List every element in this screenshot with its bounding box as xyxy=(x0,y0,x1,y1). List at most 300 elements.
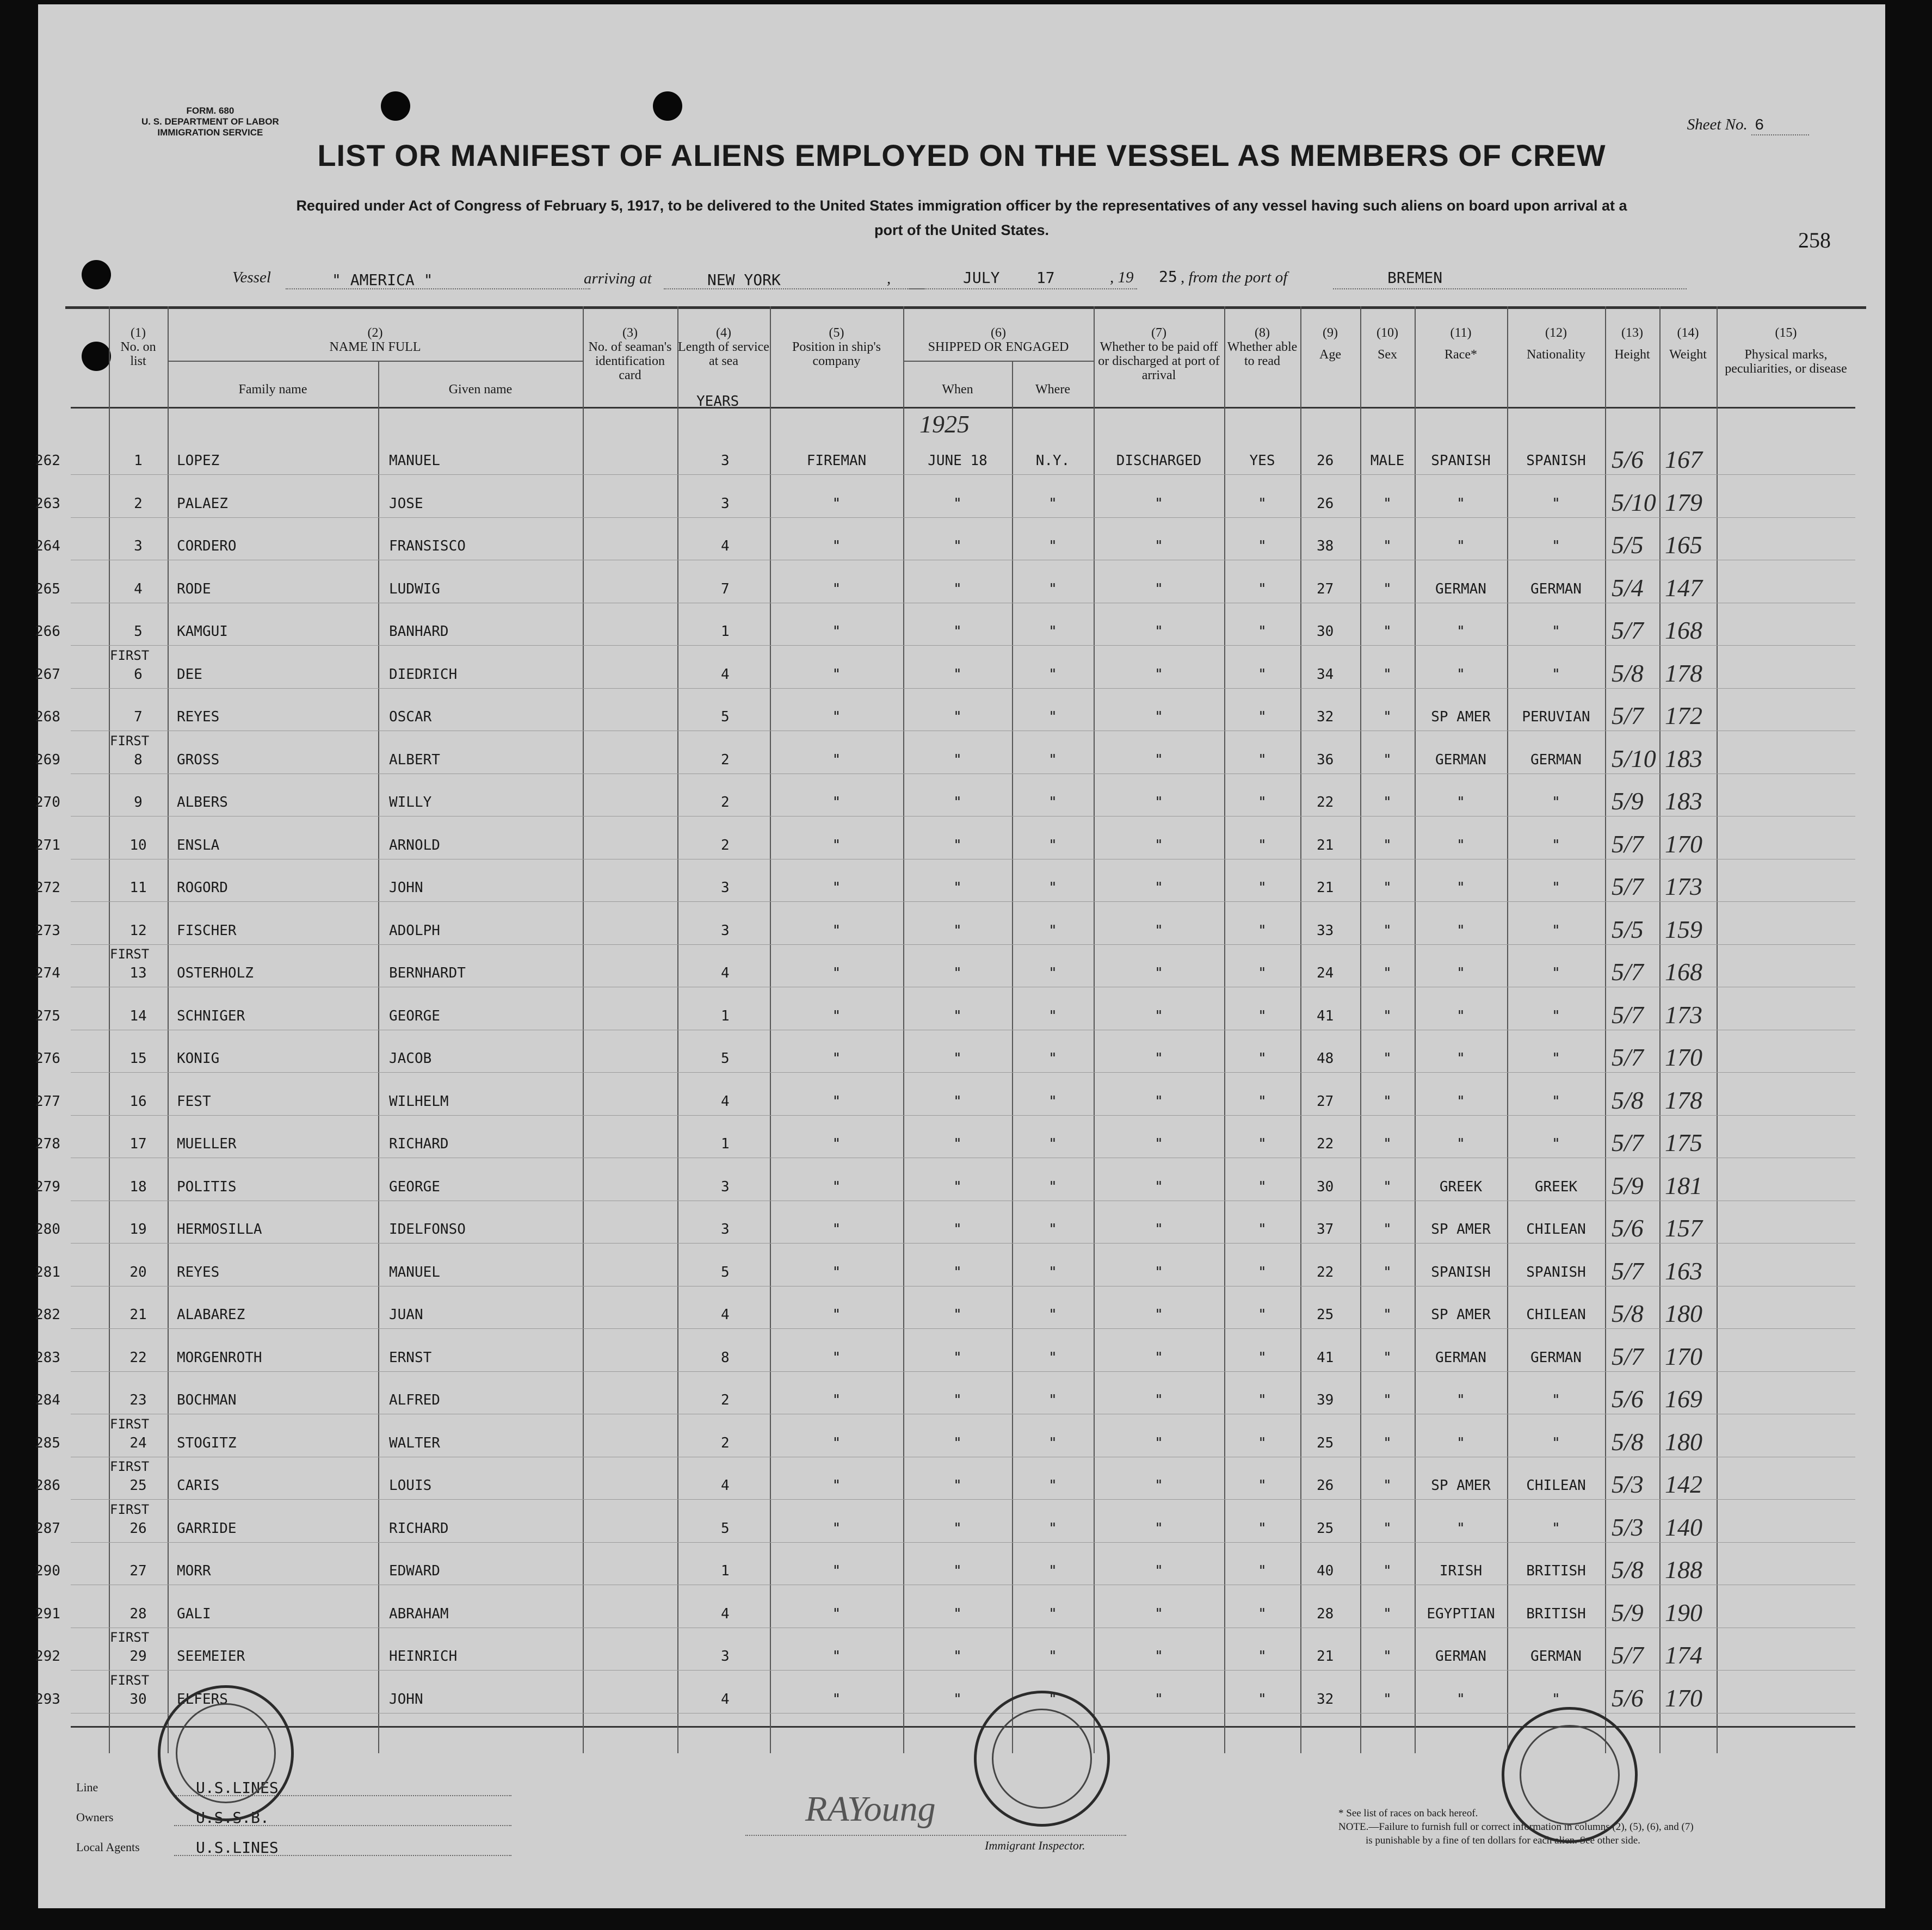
shipped-when: " xyxy=(953,623,962,640)
position: " xyxy=(832,623,841,640)
shipped-when: " xyxy=(953,1477,962,1494)
given-name: JOHN xyxy=(389,880,423,896)
arrival-date: JULY 17 xyxy=(963,269,1055,287)
family-name: DEE xyxy=(177,666,202,683)
shipped-where: " xyxy=(1048,1520,1057,1537)
race: " xyxy=(1456,1434,1465,1451)
list-number: 26 xyxy=(129,1520,147,1537)
position: " xyxy=(832,1520,841,1537)
given-name: WILHELM xyxy=(389,1093,449,1110)
nationality: " xyxy=(1552,495,1560,512)
year-prefix: 19 xyxy=(1118,269,1134,286)
weight: 178 xyxy=(1665,1086,1702,1114)
years-at-sea: 5 xyxy=(721,1050,730,1067)
list-number: 1 xyxy=(134,453,143,469)
family-name: SEEMEIER xyxy=(177,1648,245,1665)
nationality: GERMAN xyxy=(1530,1349,1582,1366)
from-port-label: , from the port of xyxy=(1181,269,1288,286)
height: 5/7 xyxy=(1612,1000,1644,1029)
family-name: HERMOSILLA xyxy=(177,1221,262,1238)
height: 5/10 xyxy=(1612,488,1656,516)
able-to-read: " xyxy=(1258,751,1267,768)
family-name: FEST xyxy=(177,1093,211,1110)
age: 30 xyxy=(1317,1178,1334,1195)
weight: 178 xyxy=(1665,659,1702,687)
consulate-stamp xyxy=(158,1685,294,1821)
able-to-read: " xyxy=(1258,1691,1267,1708)
paid-off: " xyxy=(1155,965,1163,981)
weight: 170 xyxy=(1665,1043,1702,1071)
race: " xyxy=(1456,965,1465,981)
nationality: GERMAN xyxy=(1530,580,1582,597)
years-at-sea: 3 xyxy=(721,1221,730,1238)
age: 41 xyxy=(1317,1349,1334,1366)
agents-label: Local Agents xyxy=(76,1840,140,1854)
margin-number: 279 xyxy=(35,1178,60,1195)
given-name: DIEDRICH xyxy=(389,666,458,683)
paid-off: " xyxy=(1155,666,1163,683)
able-to-read: " xyxy=(1258,1605,1267,1622)
requirement-line-2: port of the United States. xyxy=(874,222,1049,238)
race: SPANISH xyxy=(1431,1264,1491,1281)
race: " xyxy=(1456,1520,1465,1537)
nationality: " xyxy=(1552,794,1560,811)
race: SP AMER xyxy=(1431,709,1491,725)
position: " xyxy=(832,1093,841,1110)
age: 36 xyxy=(1317,751,1334,768)
position: " xyxy=(832,922,841,939)
race: GERMAN xyxy=(1435,751,1486,768)
weight: 170 xyxy=(1665,830,1702,858)
shipped-when: " xyxy=(953,1349,962,1366)
family-name: MORR xyxy=(177,1563,211,1579)
nationality: " xyxy=(1552,922,1560,939)
given-name-header: Given name xyxy=(448,382,513,397)
margin-number: 274 xyxy=(35,965,60,981)
position: " xyxy=(832,1648,841,1665)
col6-header: (6) SHIPPED OR ENGAGED xyxy=(928,326,1069,354)
given-name: IDELFONSO xyxy=(389,1221,466,1238)
shipped-where: " xyxy=(1048,709,1057,725)
given-name: JOSE xyxy=(389,495,423,512)
height: 5/7 xyxy=(1612,1342,1644,1370)
shipped-where: " xyxy=(1048,1264,1057,1281)
fine-note-2: is punishable by a fine of ten dollars for each alien. See other side. xyxy=(1366,1835,1640,1846)
shipped-where: " xyxy=(1048,922,1057,939)
sex: " xyxy=(1383,1178,1392,1195)
years-at-sea: 3 xyxy=(721,495,730,512)
height: 5/9 xyxy=(1612,1598,1644,1626)
position: " xyxy=(832,1307,841,1323)
shipped-when: " xyxy=(953,1520,962,1537)
shipped-when: " xyxy=(953,580,962,597)
shipped-when: " xyxy=(953,1264,962,1281)
col10-header: (10) Sex xyxy=(1377,326,1398,362)
shipped-where: " xyxy=(1048,666,1057,683)
able-to-read: " xyxy=(1258,1221,1267,1238)
able-to-read: " xyxy=(1258,837,1267,853)
age: 38 xyxy=(1317,538,1334,554)
shipped-when: " xyxy=(953,1392,962,1408)
race: SP AMER xyxy=(1431,1477,1491,1494)
height: 5/6 xyxy=(1612,1684,1644,1712)
requirement-line-1: Required under Act of Congress of February 5, 1917, to be delivered to the United States immigration officer by the representatives of any vessel having such aliens on board upon arrival at a xyxy=(296,197,1627,214)
height: 5/7 xyxy=(1612,1257,1644,1285)
list-number: 4 xyxy=(134,580,143,597)
years-at-sea: 4 xyxy=(721,666,730,683)
voyage-line: Vessel " AMERICA " arriving at NEW YORK , JULY 17 , 19 25 , from the port of BREMEN xyxy=(38,264,1885,297)
list-number: 3 xyxy=(134,538,143,554)
sheet-label: Sheet No. xyxy=(1687,116,1748,133)
col1-header: (1) No. on list xyxy=(120,326,156,368)
shipped-when: " xyxy=(953,495,962,512)
able-to-read: " xyxy=(1258,1307,1267,1323)
able-to-read: " xyxy=(1258,709,1267,725)
page-title: LIST OR MANIFEST OF ALIENS EMPLOYED ON THE VESSEL AS MEMBERS OF CREW xyxy=(317,138,1606,172)
given-name: ABRAHAM xyxy=(389,1605,449,1622)
margin-number: 284 xyxy=(35,1392,60,1408)
margin-number: 264 xyxy=(35,538,60,554)
margin-number: 291 xyxy=(35,1605,60,1622)
age: 40 xyxy=(1317,1563,1334,1579)
paid-off: " xyxy=(1155,1007,1163,1024)
list-number: 23 xyxy=(129,1392,147,1408)
arriving-label: arriving at xyxy=(584,270,652,287)
weight: 173 xyxy=(1665,1000,1702,1029)
years-at-sea: 1 xyxy=(721,1007,730,1024)
shipped-where: " xyxy=(1048,880,1057,896)
shipped-when: " xyxy=(953,1563,962,1579)
years-at-sea: 4 xyxy=(721,1093,730,1110)
list-number: 15 xyxy=(129,1050,147,1067)
position: " xyxy=(832,580,841,597)
nationality: GREEK xyxy=(1534,1178,1578,1195)
rating-note: FIRST xyxy=(110,947,150,962)
list-number: 8 xyxy=(134,751,143,768)
given-name: BANHARD xyxy=(389,623,449,640)
rating-note: FIRST xyxy=(110,647,150,663)
race: " xyxy=(1456,666,1465,683)
race: SPANISH xyxy=(1431,453,1491,469)
sex: " xyxy=(1383,1050,1392,1067)
given-name: WILLY xyxy=(389,794,432,811)
height: 5/7 xyxy=(1612,958,1644,986)
height: 5/5 xyxy=(1612,531,1644,559)
family-name: GARRIDE xyxy=(177,1520,237,1537)
paid-off: " xyxy=(1155,922,1163,939)
years-at-sea: 3 xyxy=(721,453,730,469)
year-handwritten: 1925 xyxy=(919,410,970,438)
nationality: " xyxy=(1552,1050,1560,1067)
row-rule xyxy=(71,645,1855,646)
age: 41 xyxy=(1317,1007,1334,1024)
position: " xyxy=(832,1264,841,1281)
form-header xyxy=(141,106,279,138)
able-to-read: " xyxy=(1258,1520,1267,1537)
when-header: When xyxy=(942,382,973,397)
weight: 140 xyxy=(1665,1513,1702,1541)
able-to-read: " xyxy=(1258,922,1267,939)
years-at-sea: 4 xyxy=(721,1477,730,1494)
shipped-where: " xyxy=(1048,1007,1057,1024)
years-at-sea: 1 xyxy=(721,1563,730,1579)
family-name: KAMGUI xyxy=(177,623,228,640)
manifest-sheet xyxy=(35,4,1885,1908)
height: 5/8 xyxy=(1612,659,1644,687)
shipped-where: " xyxy=(1048,1050,1057,1067)
family-name: SCHNIGER xyxy=(177,1007,245,1024)
family-name: OSTERHOLZ xyxy=(177,965,254,981)
able-to-read: " xyxy=(1258,965,1267,981)
height: 5/5 xyxy=(1612,915,1644,943)
paid-off: " xyxy=(1155,1136,1163,1152)
shipped-when: " xyxy=(953,1648,962,1665)
race: IRISH xyxy=(1439,1563,1483,1579)
weight: 168 xyxy=(1665,616,1702,644)
list-number: 29 xyxy=(129,1648,147,1665)
list-number: 18 xyxy=(129,1178,147,1195)
weight: 173 xyxy=(1665,873,1702,900)
col14-header: (14) Weight xyxy=(1669,326,1707,362)
height: 5/7 xyxy=(1612,702,1644,729)
paid-off: " xyxy=(1155,1520,1163,1537)
rating-note: FIRST xyxy=(110,1459,150,1474)
race: GERMAN xyxy=(1435,1349,1486,1366)
family-name: GALI xyxy=(177,1605,211,1622)
height: 5/7 xyxy=(1612,1641,1644,1669)
given-name: LUDWIG xyxy=(389,580,440,597)
shipped-when: " xyxy=(953,922,962,939)
age: 22 xyxy=(1317,1264,1334,1281)
owners-value: U.S.S.B. xyxy=(196,1809,269,1827)
shipped-when: " xyxy=(953,666,962,683)
sex: " xyxy=(1383,1221,1392,1238)
shipped-where: " xyxy=(1048,1605,1057,1622)
height: 5/10 xyxy=(1612,744,1656,772)
sex: " xyxy=(1383,880,1392,896)
able-to-read: " xyxy=(1258,666,1267,683)
able-to-read: " xyxy=(1258,1178,1267,1195)
race: " xyxy=(1456,1093,1465,1110)
able-to-read: " xyxy=(1258,1050,1267,1067)
years-at-sea: 7 xyxy=(721,580,730,597)
weight: 142 xyxy=(1665,1470,1702,1498)
height: 5/8 xyxy=(1612,1300,1644,1327)
margin-number: 275 xyxy=(35,1007,60,1024)
family-name: ROGORD xyxy=(177,880,228,896)
weight: 170 xyxy=(1665,1342,1702,1370)
margin-number: 278 xyxy=(35,1136,60,1152)
years-at-sea: 4 xyxy=(721,1307,730,1323)
race: GERMAN xyxy=(1435,580,1486,597)
position: " xyxy=(832,1563,841,1579)
weight: 181 xyxy=(1665,1171,1702,1199)
shipped-where: N.Y. xyxy=(1035,453,1070,469)
family-name: CORDERO xyxy=(177,538,237,554)
height: 5/6 xyxy=(1612,1214,1644,1242)
line-value: U.S.LINES xyxy=(196,1779,279,1797)
paid-off: " xyxy=(1155,1434,1163,1451)
nationality: PERUVIAN xyxy=(1522,709,1590,725)
weight: 172 xyxy=(1665,702,1702,729)
race: GERMAN xyxy=(1435,1648,1486,1665)
col5-header: (5) Position in ship's company xyxy=(792,326,881,368)
family-name: STOGITZ xyxy=(177,1434,237,1451)
sex: " xyxy=(1383,837,1392,853)
sex: MALE xyxy=(1370,453,1405,469)
weight: 167 xyxy=(1665,446,1702,473)
margin-number: 292 xyxy=(35,1648,60,1665)
race: SP AMER xyxy=(1431,1221,1491,1238)
shipped-when: " xyxy=(953,1691,962,1708)
family-name: PALAEZ xyxy=(177,495,228,512)
years-at-sea: 5 xyxy=(721,1264,730,1281)
paid-off: " xyxy=(1155,709,1163,725)
weight: 159 xyxy=(1665,915,1702,943)
nationality: SPANISH xyxy=(1526,1264,1586,1281)
position: " xyxy=(832,1050,841,1067)
race: EGYPTIAN xyxy=(1427,1605,1495,1622)
nationality: " xyxy=(1552,1007,1560,1024)
weight: 175 xyxy=(1665,1129,1702,1156)
punch-hole xyxy=(653,91,682,121)
family-name: REYES xyxy=(177,709,220,725)
family-name-header: Family name xyxy=(238,382,307,397)
shipped-when: " xyxy=(953,1093,962,1110)
rating-note: FIRST xyxy=(110,1501,150,1517)
position: " xyxy=(832,1007,841,1024)
shipped-where: " xyxy=(1048,1221,1057,1238)
shipped-where: " xyxy=(1048,1307,1057,1323)
consulate-stamp xyxy=(1502,1707,1638,1843)
race: " xyxy=(1456,837,1465,853)
shipped-when: " xyxy=(953,1434,962,1451)
years-at-sea: 3 xyxy=(721,1648,730,1665)
form-number: FORM. 680 xyxy=(186,106,234,116)
age: 24 xyxy=(1317,965,1334,981)
paid-off: " xyxy=(1155,1264,1163,1281)
given-name: GEORGE xyxy=(389,1007,440,1024)
consulate-stamp xyxy=(974,1691,1110,1827)
given-name: FRANSISCO xyxy=(389,538,466,554)
shipped-when: " xyxy=(953,1007,962,1024)
age: 21 xyxy=(1317,880,1334,896)
margin-number: 286 xyxy=(35,1477,60,1494)
race: " xyxy=(1456,1007,1465,1024)
given-name: LOUIS xyxy=(389,1477,432,1494)
sex: " xyxy=(1383,1691,1392,1708)
able-to-read: " xyxy=(1258,1434,1267,1451)
row-rule xyxy=(71,517,1855,518)
sex: " xyxy=(1383,1007,1392,1024)
position: " xyxy=(832,538,841,554)
age: 25 xyxy=(1317,1434,1334,1451)
able-to-read: " xyxy=(1258,1563,1267,1579)
years-at-sea: 2 xyxy=(721,751,730,768)
list-number: 27 xyxy=(129,1563,147,1579)
weight: 147 xyxy=(1665,573,1702,602)
years-at-sea: 8 xyxy=(721,1349,730,1366)
able-to-read: " xyxy=(1258,1392,1267,1408)
row-rule xyxy=(71,944,1855,945)
col9-header: (9) Age xyxy=(1319,326,1341,362)
height: 5/9 xyxy=(1612,1171,1644,1199)
height: 5/3 xyxy=(1612,1513,1644,1541)
margin-number: 265 xyxy=(35,580,60,597)
shipped-where: " xyxy=(1048,794,1057,811)
nationality: " xyxy=(1552,1691,1560,1708)
given-name: HEINRICH xyxy=(389,1648,458,1665)
nationality: " xyxy=(1552,538,1560,554)
able-to-read: " xyxy=(1258,794,1267,811)
nationality: GERMAN xyxy=(1530,751,1582,768)
owners-label: Owners xyxy=(76,1810,114,1824)
given-name: MANUEL xyxy=(389,453,440,469)
arrival-port: NEW YORK xyxy=(707,271,781,289)
weight: 169 xyxy=(1665,1385,1702,1413)
sex: " xyxy=(1383,1264,1392,1281)
family-name: RODE xyxy=(177,580,211,597)
family-name: MUELLER xyxy=(177,1136,237,1152)
margin-number: 283 xyxy=(35,1349,60,1366)
shipped-where: " xyxy=(1048,1648,1057,1665)
nationality: CHILEAN xyxy=(1526,1477,1586,1494)
height: 5/7 xyxy=(1612,873,1644,900)
paid-off: " xyxy=(1155,1605,1163,1622)
shipped-where: " xyxy=(1048,1392,1057,1408)
sex: " xyxy=(1383,538,1392,554)
margin-number: 281 xyxy=(35,1264,60,1281)
given-name: ERNST xyxy=(389,1349,432,1366)
shipped-when: " xyxy=(953,1605,962,1622)
col8-header: (8) Whether able to read xyxy=(1227,326,1298,368)
given-name: OSCAR xyxy=(389,709,432,725)
sex: " xyxy=(1383,1136,1392,1152)
margin-number: 280 xyxy=(35,1221,60,1238)
nationality: " xyxy=(1552,1520,1560,1537)
sex: " xyxy=(1383,1349,1392,1366)
nationality: SPANISH xyxy=(1526,453,1586,469)
given-name: JACOB xyxy=(389,1050,432,1067)
age: 32 xyxy=(1317,709,1334,725)
weight: 188 xyxy=(1665,1556,1702,1583)
form-service: IMMIGRATION SERVICE xyxy=(157,127,263,138)
shipped-when: " xyxy=(953,538,962,554)
paid-off: " xyxy=(1155,880,1163,896)
weight: 183 xyxy=(1665,744,1702,772)
list-number: 11 xyxy=(129,880,147,896)
shipped-when: " xyxy=(953,1221,962,1238)
able-to-read: " xyxy=(1258,623,1267,640)
shipped-when: " xyxy=(953,794,962,811)
race: SP AMER xyxy=(1431,1307,1491,1323)
row-rule xyxy=(71,901,1855,902)
sex: " xyxy=(1383,751,1392,768)
height: 5/7 xyxy=(1612,1043,1644,1071)
sex: " xyxy=(1383,666,1392,683)
age: 27 xyxy=(1317,1093,1334,1110)
position: " xyxy=(832,751,841,768)
inspector-label: Immigrant Inspector. xyxy=(985,1839,1085,1852)
sex: " xyxy=(1383,623,1392,640)
form-department: U. S. DEPARTMENT OF LABOR xyxy=(141,116,279,127)
years-at-sea: 3 xyxy=(721,1178,730,1195)
nationality: CHILEAN xyxy=(1526,1221,1586,1238)
position: " xyxy=(832,965,841,981)
age: 30 xyxy=(1317,623,1334,640)
nationality: " xyxy=(1552,1392,1560,1408)
years-at-sea: 1 xyxy=(721,1136,730,1152)
